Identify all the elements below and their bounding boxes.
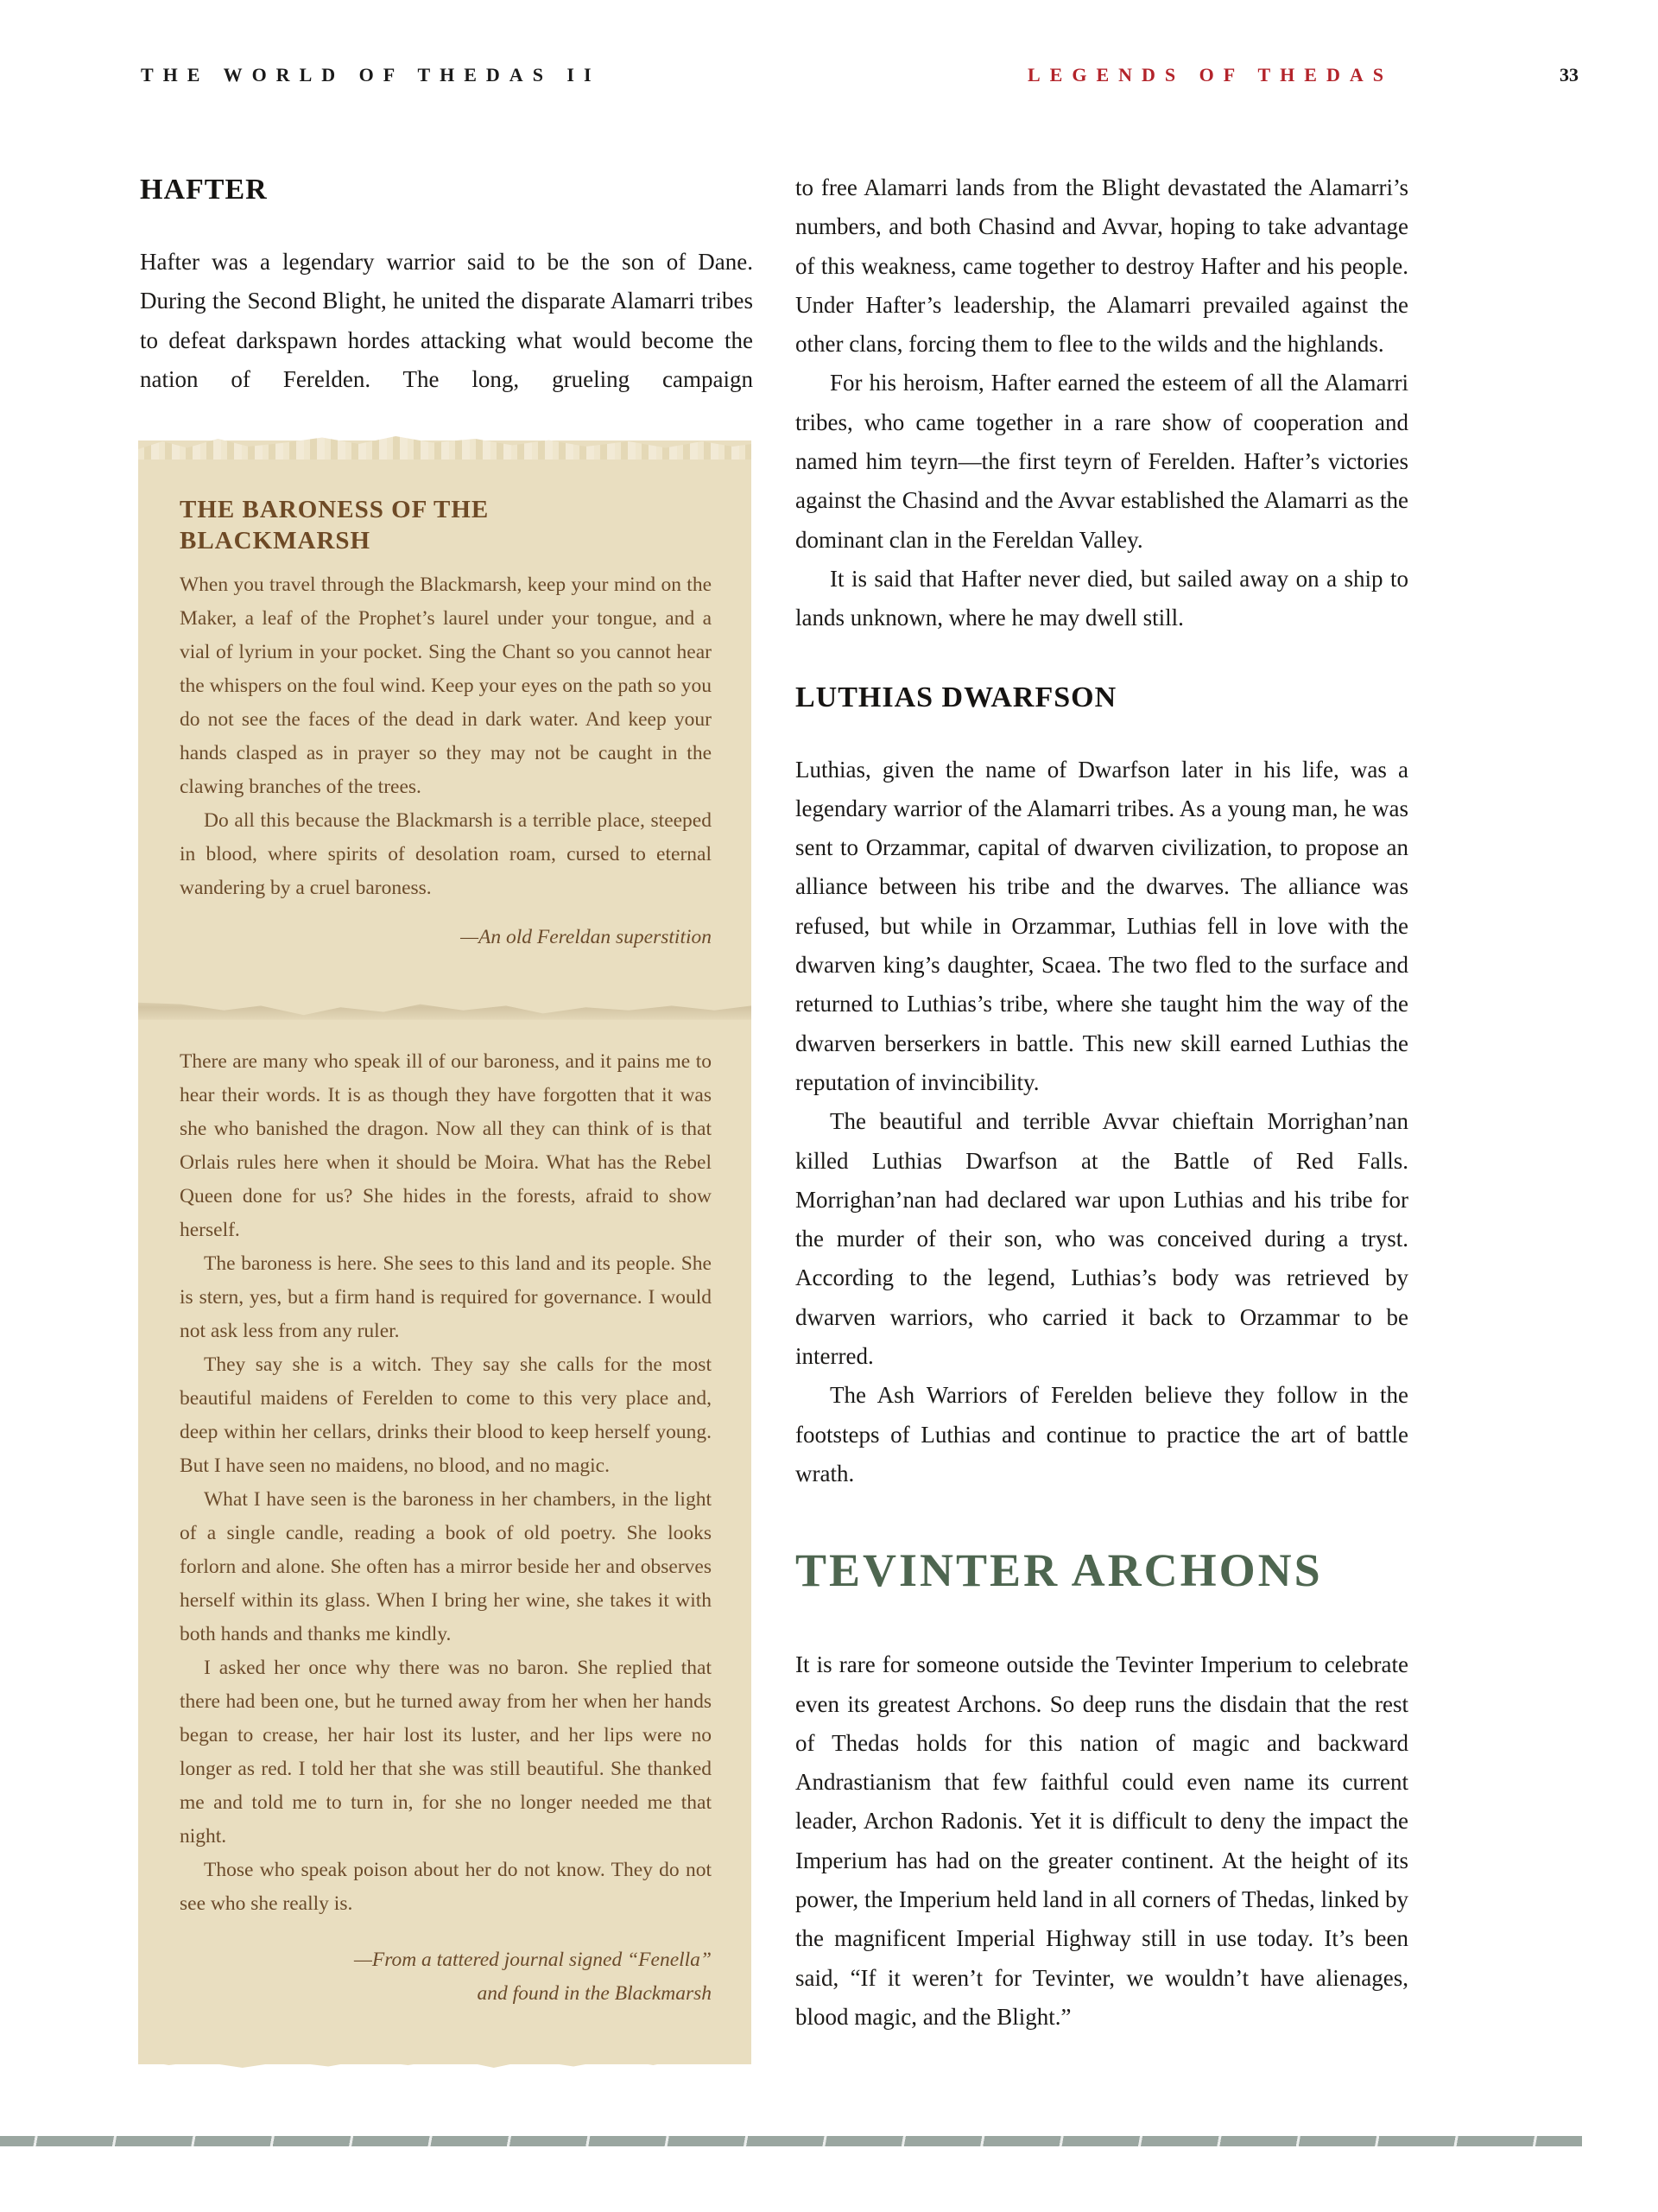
hafter-paragraph-1: Hafter was a legendary warrior said to be the son of Dane. During the Second Blight, he united the disparate Alamarri tribes to defeat darkspawn hordes attacking what would become the nation of Ferelden. The long, grueling campaign bbox=[140, 249, 753, 392]
sidebar-part-2 bbox=[180, 1045, 712, 2011]
section-heading-hafter: HAFTER bbox=[140, 174, 268, 206]
sidebar-superstition-paragraph-2: Do all this because the Blackmarsh is a terrible place, steeped in blood, where spirits of desolation roam, cursed to eternal wandering by a cruel baroness. bbox=[180, 809, 712, 899]
luthias-paragraph-1: Luthias, given the name of Dwarfson later in his life, was a legendary warrior of the Alamarri tribes. As a young man, he was sent to Orzammar, capital of dwarven civilization, to propose an alliance between his tribe and the dwarves. The alliance was refused, but while in Orzammar, Luthias fell in love with the dwarven king’s daughter, Scaea. The two fled to the surface and returned to Luthias’s tribe, where she taught him the way of the dwarven berserkers in battle. This new skill earned Luthias the reputation of invincibility. bbox=[795, 756, 1408, 1095]
luthias-paragraph-3: The Ash Warriors of Ferelden believe they follow in the footsteps of Luthias and continue to practice the art of battle wrath. bbox=[795, 1382, 1408, 1486]
footer-decorative-bar bbox=[0, 2136, 1582, 2146]
hafter-paragraph-2: to free Alamarri lands from the Blight devastated the Alamarri’s numbers, and both Chasind and Avvar, hoping to take advantage of this weakness, came together to destroy Hafter and his people. Under Hafter’s leadership, the Alamarri prevailed against the other clans, forcing them to flee to the wilds and the highlands. bbox=[795, 174, 1408, 358]
sidebar-journal-paragraph-6: Those who speak poison about her do not know. They do not see who she really is. bbox=[180, 1859, 712, 1915]
sidebar-attribution-journal-line-2: and found in the Blackmarsh bbox=[477, 1982, 712, 2005]
torn-paper-divider bbox=[138, 993, 751, 1024]
chapter-heading-tevinter-archons: TEVINTER ARCHONS bbox=[795, 1544, 1323, 1597]
right-column bbox=[795, 168, 1408, 2037]
sidebar-title: THE BARONESS OF THE BLACKMARSH bbox=[180, 496, 490, 555]
running-head-chapter-title: LEGENDS OF THEDAS bbox=[1028, 64, 1393, 86]
luthias-paragraph-2: The beautiful and terrible Avvar chieftain Morrighan’nan killed Luthias Dwarfson at the Battle of Red Falls. Morrighan’nan had declared war upon Luthias and his tribe for the murder of their son, who was conceived during a tryst. According to the legend, Luthias’s body was retrieved by dwarven warriors, who carried it back to Orzammar to be interred. bbox=[795, 1108, 1408, 1370]
sidebar-journal-paragraph-1: There are many who speak ill of our baroness, and it pains me to hear their words. It is as though they have forgotten that it was she who banished the dragon. Now all they can think of is that Orlais rules here when it should be Moira. What has the Rebel Queen done for us? She hides in the forests, afraid to show herself. bbox=[180, 1050, 712, 1241]
sidebar-part-1 bbox=[180, 494, 712, 954]
sidebar-journal-paragraph-4: What I have seen is the baroness in her chambers, in the light of a single candle, reading a book of old poetry. She looks forlorn and alone. She often has a mirror beside her and observes herself within its glass. When I bring her wine, she takes it with both hands and thanks me kindly. bbox=[180, 1488, 712, 1645]
hafter-paragraph-4: It is said that Hafter never died, but sailed away on a ship to lands unknown, where he may dwell still. bbox=[795, 565, 1408, 631]
sidebar-journal-paragraph-2: The baroness is here. She sees to this land and its people. She is stern, yes, but a firm hand is required for governance. I would not ask less from any ruler. bbox=[180, 1252, 712, 1342]
left-column bbox=[140, 168, 753, 399]
sidebar-journal-paragraph-3: They say she is a witch. They say she calls for the most beautiful maidens of Ferelden to come to this very place and, deep within her cellars, drinks their blood to keep herself young. But I have seen no maidens, no blood, and no magic. bbox=[180, 1353, 712, 1477]
page-number: 33 bbox=[1560, 64, 1579, 86]
sidebar-attribution-journal-line-1: —From a tattered journal signed “Fenella” bbox=[353, 1949, 712, 1971]
section-heading-luthias-dwarfson: LUTHIAS DWARFSON bbox=[795, 681, 1117, 713]
running-head-book-title: THE WORLD OF THEDAS II bbox=[141, 64, 601, 86]
sidebar-superstition-paragraph-1: When you travel through the Blackmarsh, keep your mind on the Maker, a leaf of the Prophet’s laurel under your tongue, and a vial of lyrium in your pocket. Sing the Chant so you cannot hear the whispers on the foul wind. Keep your eyes on the path so you do not see the faces of the dead in dark water. And keep your hands clasped as in prayer so they may not be caught in the clawing branches of the trees. bbox=[180, 574, 712, 798]
tevinter-paragraph-1: It is rare for someone outside the Tevinter Imperium to celebrate even its greatest Archons. So deep runs the disdain that the rest of Thedas holds for this nation of magic and backward Andrastianism that few faithful could even name its current leader, Archon Radonis. Yet it is difficult to deny the impact the Imperium has had on the greater continent. At the height of its power, the Imperium held land in all corners of Thedas, linked by the magnificent Imperial Highway still in use today. It’s been said, “If it weren’t for Tevinter, we wouldn’t have alienages, blood magic, and the Blight.” bbox=[795, 1651, 1408, 2030]
hafter-paragraph-3: For his heroism, Hafter earned the esteem of all the Alamarri tribes, who came together in a rare show of cooperation and named him teyrn—the first teyrn of Ferelden. Hafter’s victories against the Chasind and the Avvar established the Alamarri as the dominant clan in the Fereldan Valley. bbox=[795, 370, 1408, 553]
sidebar-baroness-of-the-blackmarsh bbox=[138, 440, 751, 2064]
sidebar-attribution-superstition: —An old Fereldan superstition bbox=[460, 926, 712, 948]
sidebar-journal-paragraph-5: I asked her once why there was no baron. She replied that there had been one, but he turned away from her when her hands began to crease, her hair lost its luster, and her lips were no longer as red. I told her that she was still beautiful. She thanked me and told me to turn in, for she no longer needed me that night. bbox=[180, 1657, 712, 1848]
